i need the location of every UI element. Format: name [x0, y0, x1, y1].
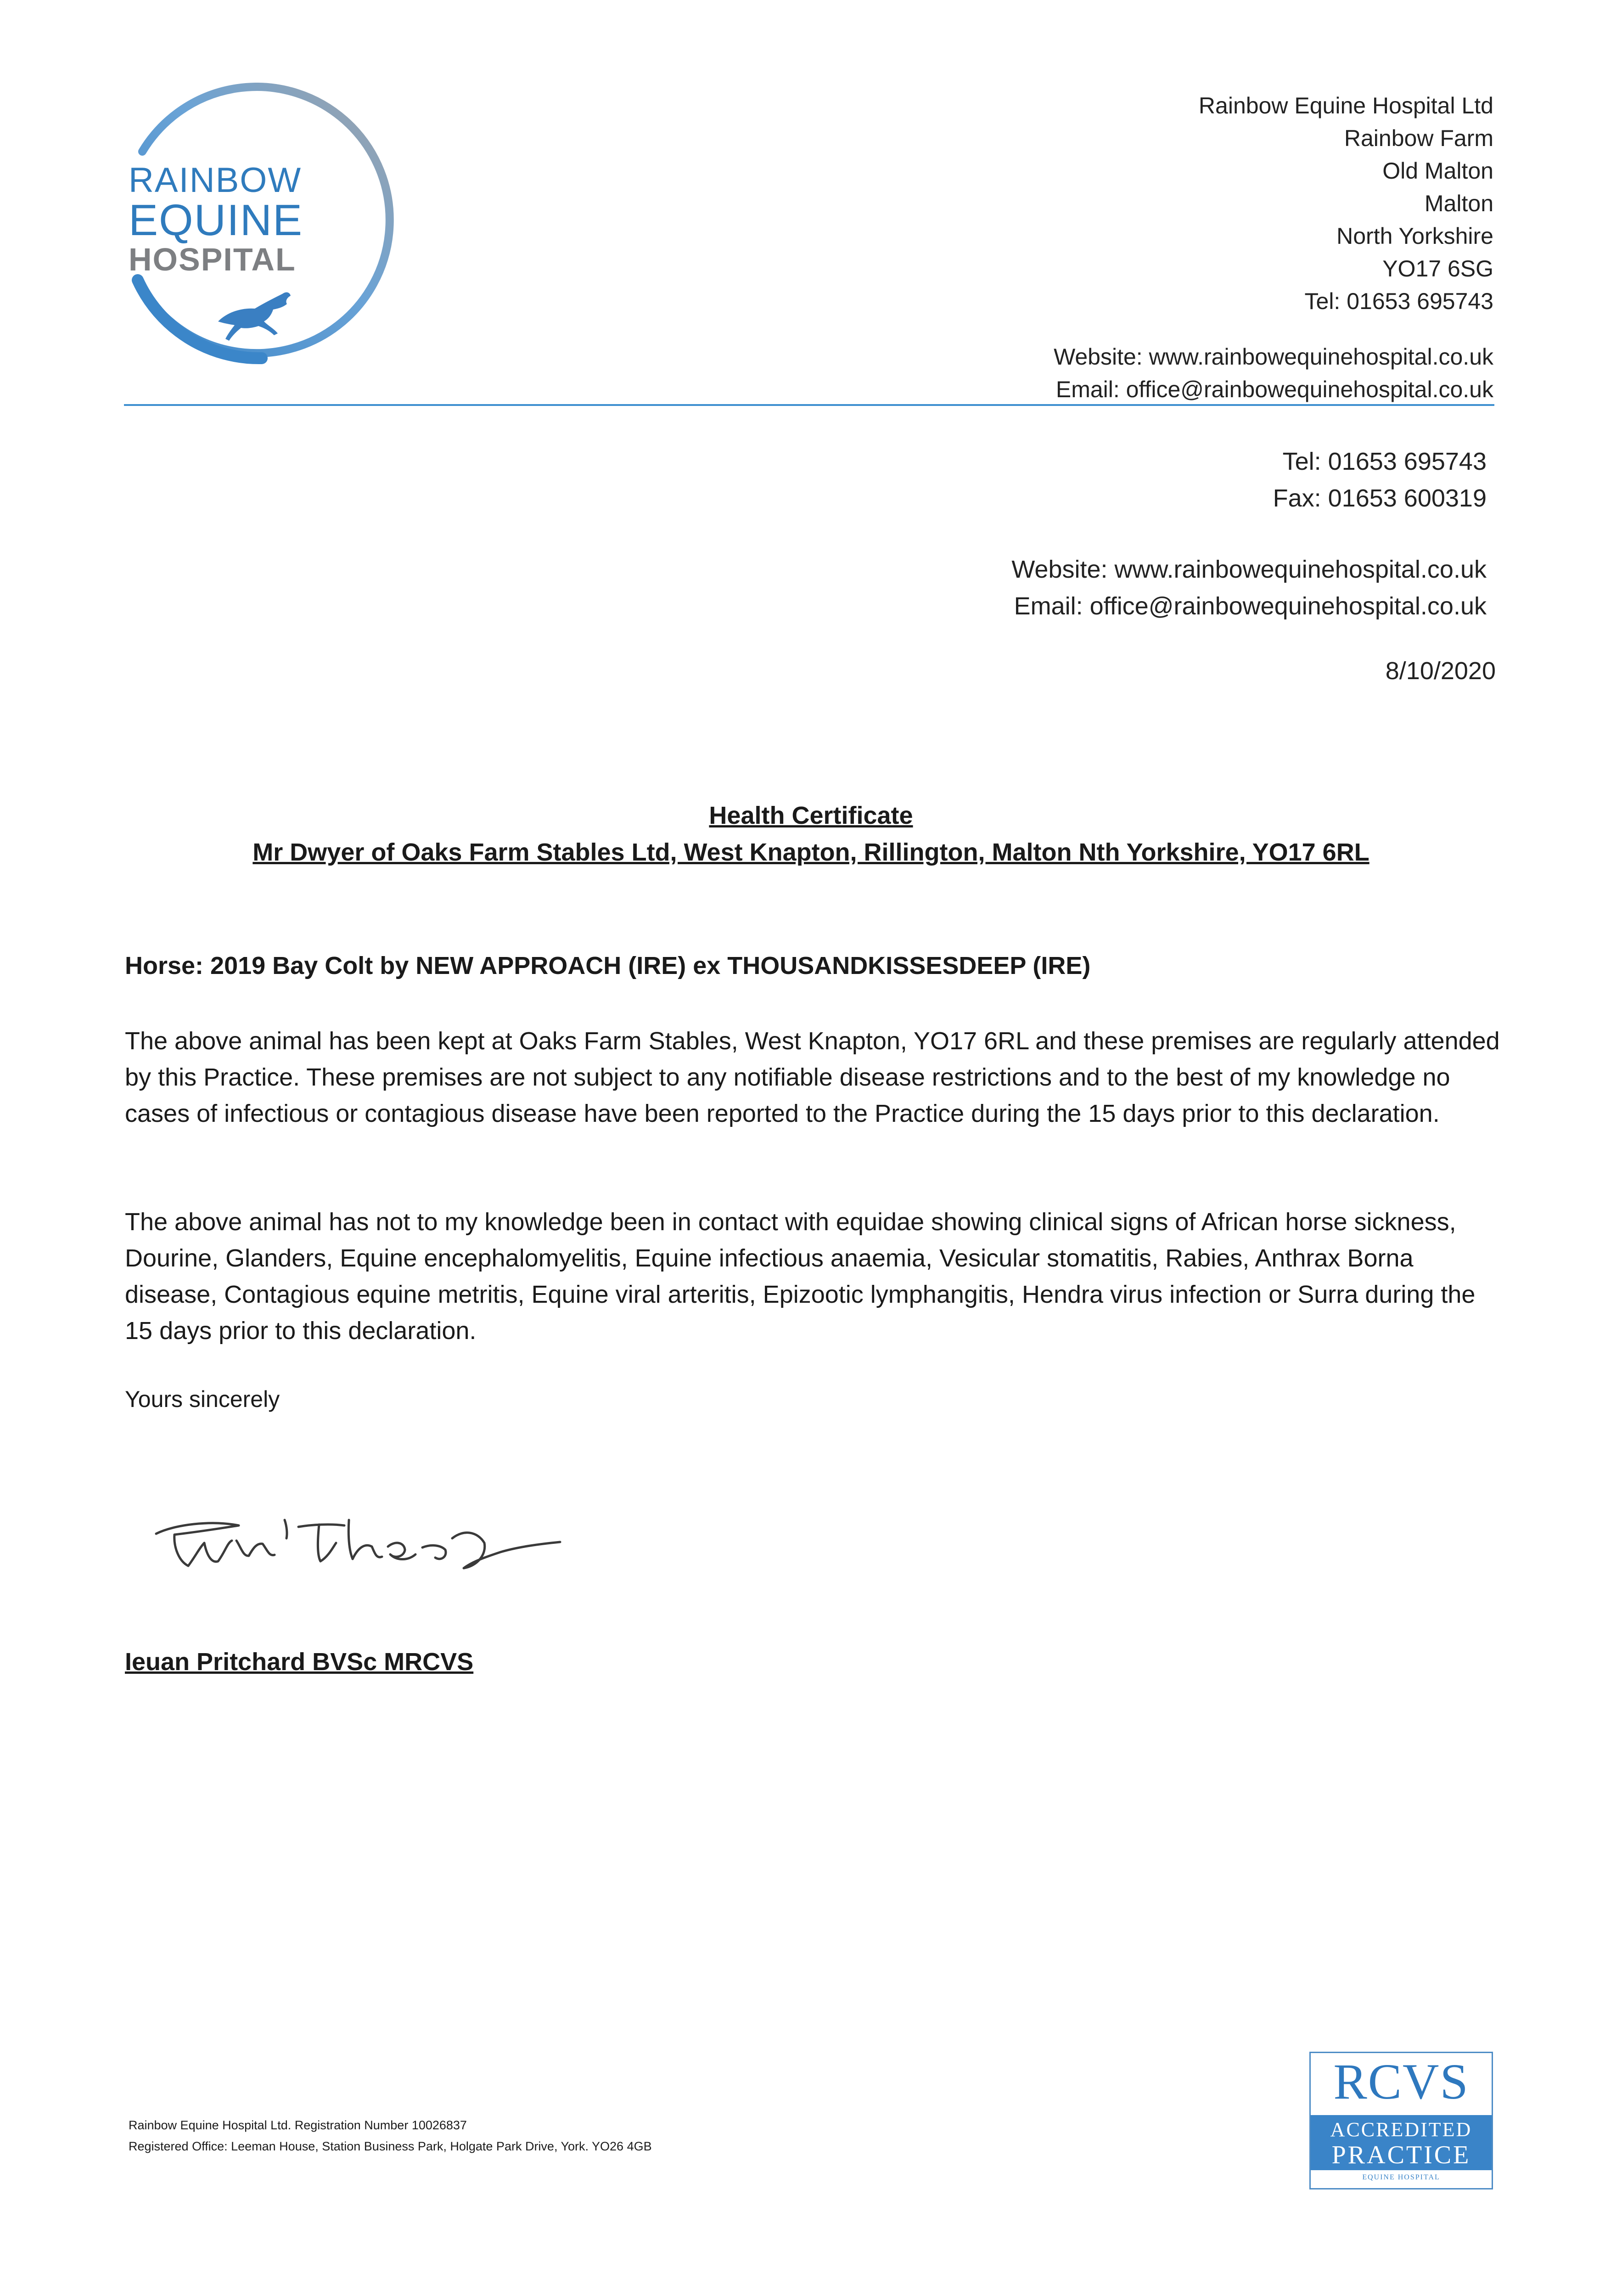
declaration-paragraph-1: The above animal has been kept at Oaks Farm Stables, West Knapton, YO17 6RL and these premises are regularly attended by this Practice. These premises are not subject to any notifiable disease restrictions and to the best of my knowledge no cases of infectious or contagious disease have been reported to the Practice during the 15 days prior to this declaration. [125, 1027, 1500, 1127]
address-phone: Tel: 01653 695743 [1304, 288, 1493, 314]
header-web-contact [1054, 341, 1493, 406]
letter-date: 8/10/2020 [1385, 657, 1496, 685]
hospital-address [1199, 90, 1493, 318]
declaration-paragraph-2: The above animal has not to my knowledge been in contact with equidae showing clinical signs of African horse sickness, Dourine, Glanders, Equine encephalomyelitis, Equine infectious anaemia, Vesicular stomatitis, Rabies, Anthrax Borna disease, Contagious equine metritis, Equine viral arteritis, Epizootic lymphangitis, Hendra virus infection or Surra during the 15 days prior to this declaration. [125, 1208, 1476, 1345]
certificate-title: Health Certificate [709, 802, 913, 829]
address-line: Old Malton [1382, 158, 1493, 184]
contact-email-link[interactable]: Email: office@rainbowequinehospital.co.uk [1014, 592, 1487, 620]
footer-registered-office: Registered Office: Leeman House, Station Business Park, Holgate Park Drive, York. YO26 4GB [129, 2139, 652, 2153]
logo-equine-text: EQUINE [129, 196, 303, 245]
signature-icon [147, 1492, 569, 1598]
contact-website-link[interactable]: Website: www.rainbowequinehospital.co.uk [1011, 556, 1487, 583]
logo-hospital-text: HOSPITAL [129, 242, 296, 277]
header-divider [124, 404, 1494, 406]
header-email-link[interactable]: Email: office@rainbowequinehospital.co.uk [1055, 377, 1493, 402]
rcvs-badge-title: RCVS [1333, 2054, 1469, 2110]
rcvs-badge-subtitle: EQUINE HOSPITAL [1362, 2173, 1440, 2181]
contact-web-block [1011, 551, 1487, 625]
horse-description: Horse: 2019 Bay Colt by NEW APPROACH (IRE) ex THOUSANDKISSESDEEP (IRE) [125, 952, 1091, 979]
address-line: Rainbow Farm [1344, 125, 1493, 151]
address-line: YO17 6SG [1382, 256, 1493, 281]
horse-icon [218, 293, 291, 341]
address-line: North Yorkshire [1336, 223, 1493, 249]
contact-fax: Fax: 01653 600319 [1273, 484, 1487, 512]
registration-footer [129, 2115, 652, 2157]
header-website-link[interactable]: Website: www.rainbowequinehospital.co.uk [1054, 344, 1493, 370]
address-line: Rainbow Equine Hospital Ltd [1198, 93, 1493, 118]
contact-phone-block [1273, 443, 1487, 517]
rcvs-accredited-badge [1309, 2052, 1493, 2189]
rcvs-badge-accredited: ACCREDITED [1330, 2118, 1472, 2141]
hospital-logo [110, 83, 413, 367]
certificate-recipient: Mr Dwyer of Oaks Farm Stables Ltd, West Knapton, Rillington, Malton Nth Yorkshire, YO17 6RL [253, 838, 1369, 866]
rcvs-badge-practice: PRACTICE [1331, 2141, 1471, 2169]
closing-salutation: Yours sincerely [125, 1386, 280, 1412]
address-line: Malton [1424, 191, 1493, 216]
footer-registration: Rainbow Equine Hospital Ltd. Registration Number 10026837 [129, 2118, 467, 2132]
contact-tel: Tel: 01653 695743 [1282, 448, 1487, 475]
signer-name: Ieuan Pritchard BVSc MRCVS [125, 1648, 474, 1676]
logo-rainbow-text: RAINBOW [129, 161, 302, 200]
rcvs-badge-band [1311, 2115, 1492, 2170]
